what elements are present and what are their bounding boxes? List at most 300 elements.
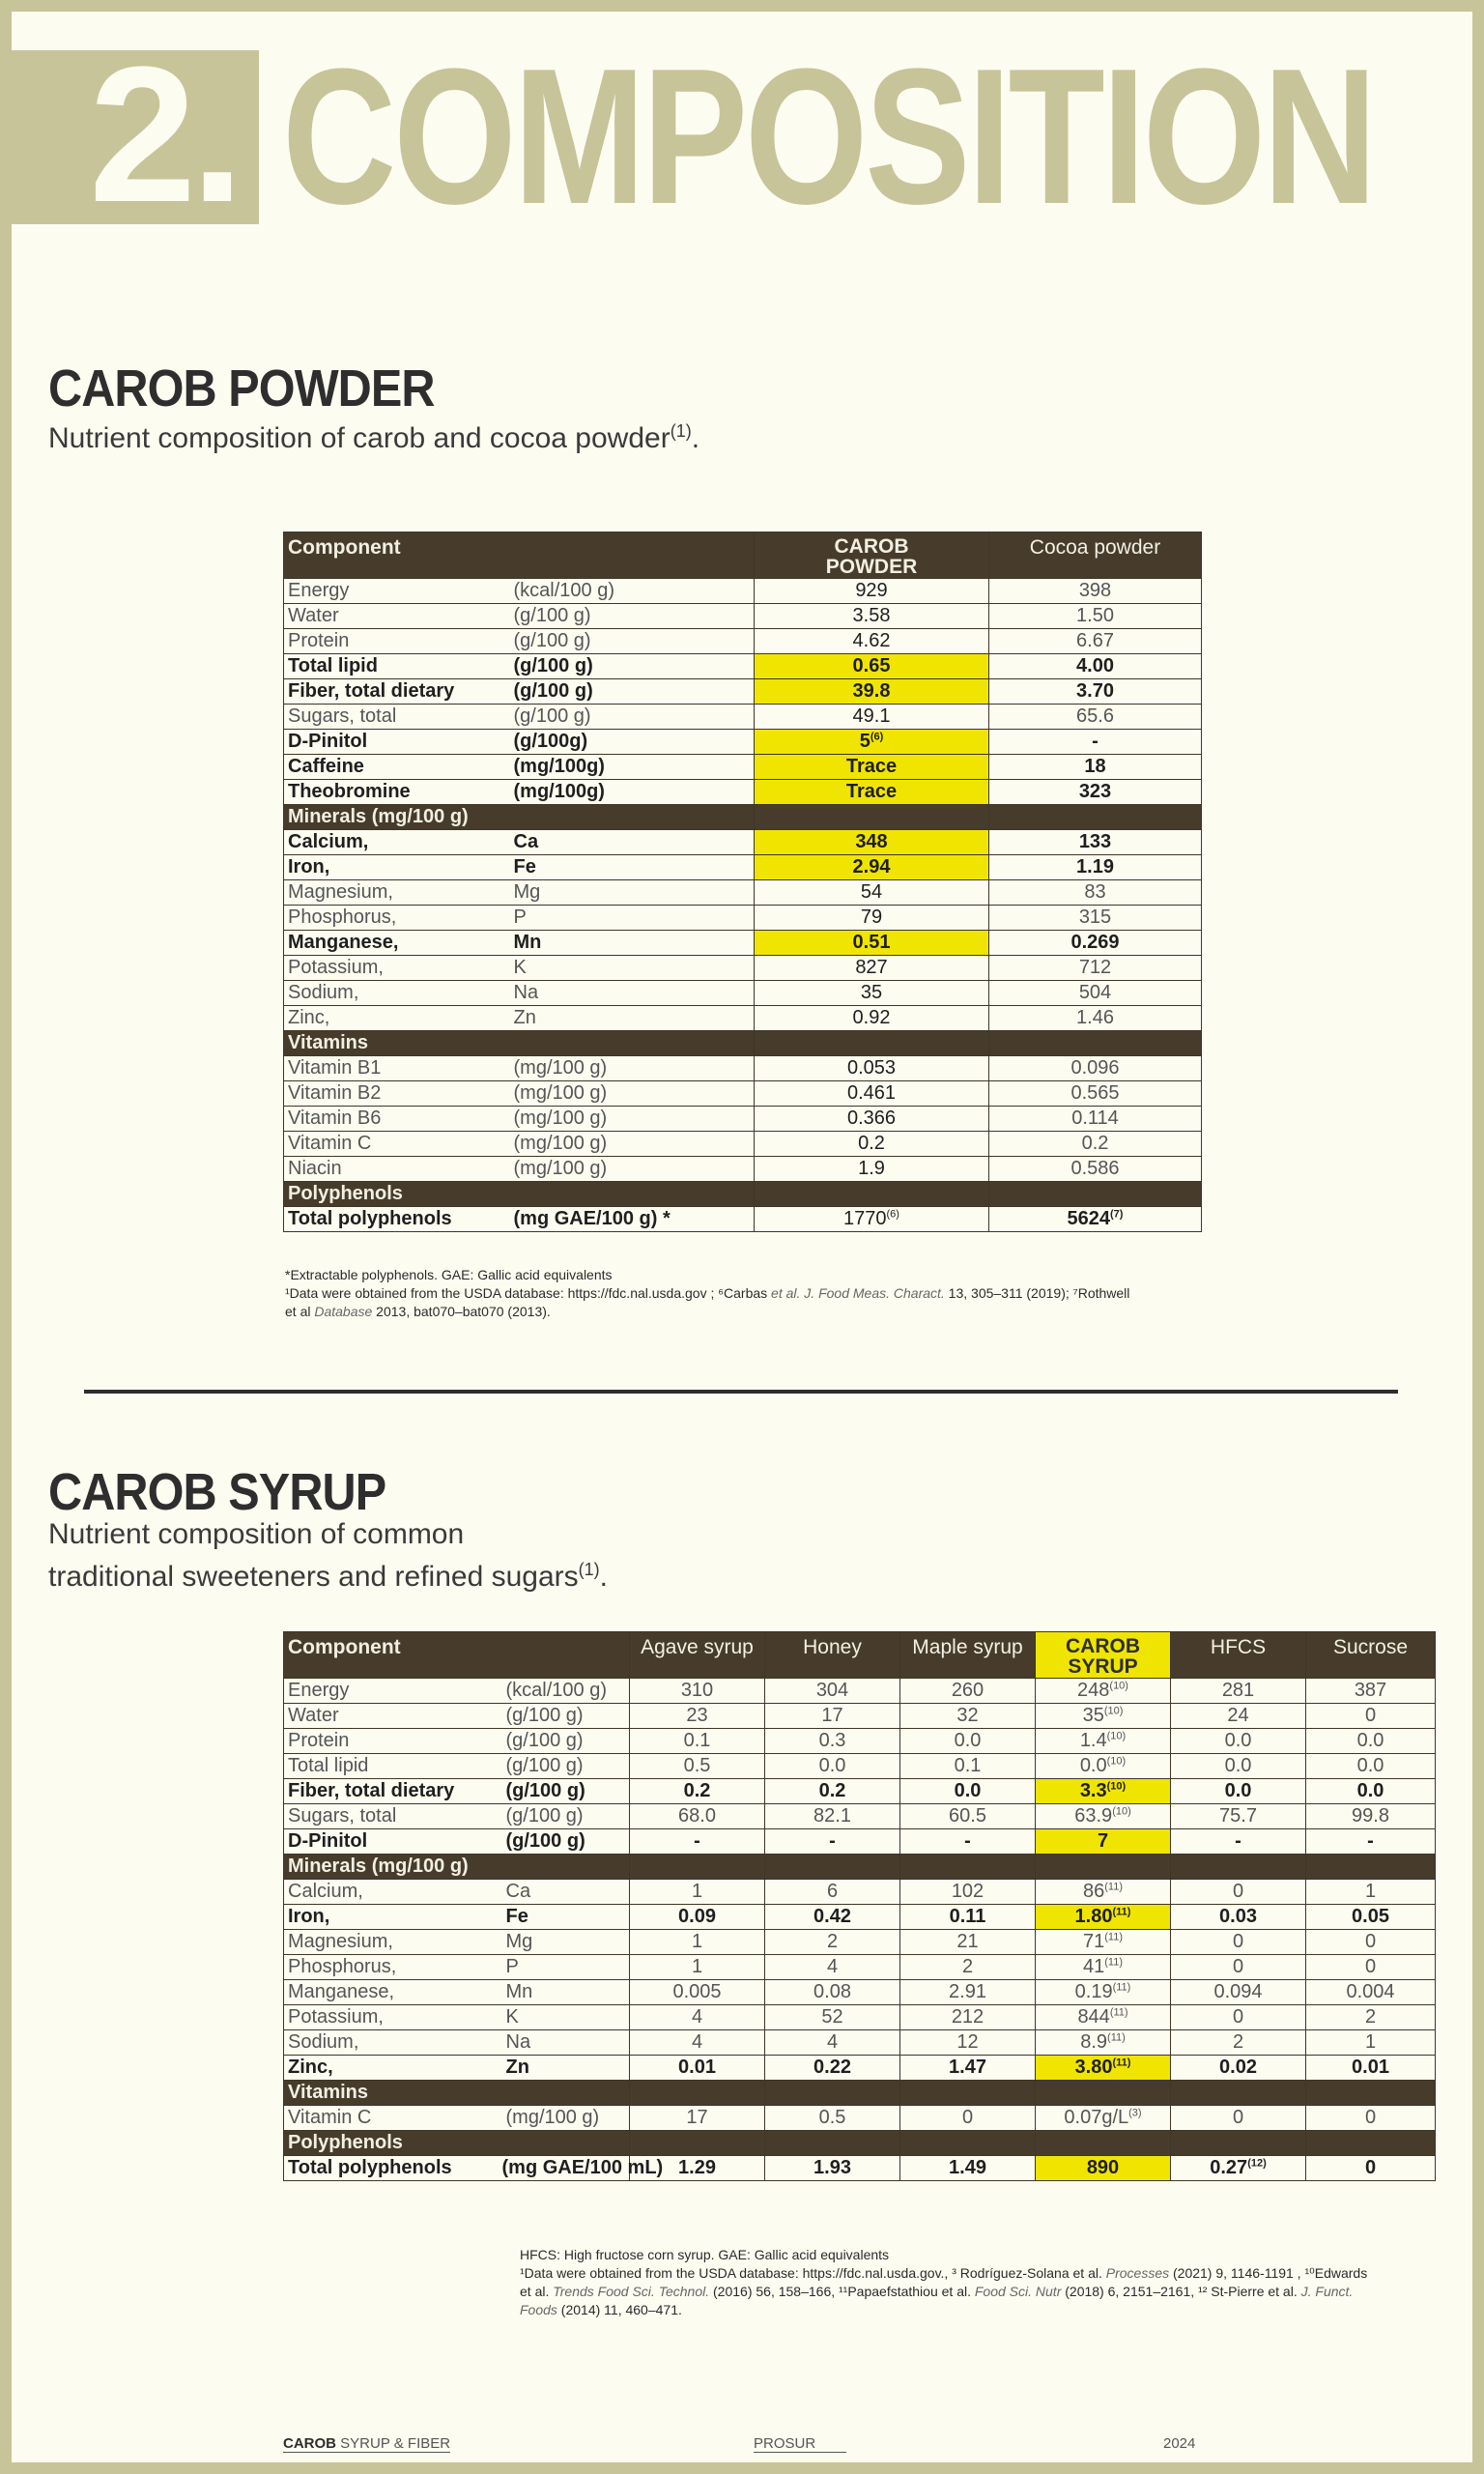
value-cell [1306, 2030, 1436, 2056]
value-cell [1036, 1679, 1171, 1704]
value-cell [1171, 1779, 1306, 1804]
row-unit: (g/100 g) [510, 654, 755, 679]
value-cell [900, 2156, 1036, 2181]
cocoa-value [989, 579, 1202, 604]
cell-value: 0 [1232, 2006, 1244, 2028]
value-cell [630, 2005, 765, 2030]
value-cell [1036, 2156, 1171, 2181]
cell-value: 0.1 [954, 1755, 982, 1776]
carob-value [755, 830, 989, 855]
row-unit: (mg GAE/100 g) * [510, 1207, 755, 1232]
carob-value [755, 604, 989, 629]
cell-ref: (10) [1106, 1730, 1127, 1742]
cell-value: 18 [1084, 756, 1106, 777]
row-name: Manganese, [284, 931, 510, 956]
value-cell [1171, 2030, 1306, 2056]
row-name: Iron, [284, 855, 510, 880]
row-name: Zinc, [284, 1006, 510, 1031]
value-cell [1171, 1955, 1306, 1980]
value-cell [900, 1804, 1036, 1829]
row-name: Vitamin B2 [284, 1081, 510, 1107]
value-cell [1306, 1729, 1436, 1754]
section-cell [1306, 2081, 1436, 2106]
value-cell [765, 1980, 900, 2005]
cell-value: 60.5 [949, 1805, 986, 1827]
row-name: Energy [284, 579, 510, 604]
row-unit: (kcal/100 g) [502, 1679, 630, 1704]
cell-value: 3.70 [1076, 680, 1114, 702]
cell-value: 0 [961, 2107, 974, 2128]
carob-powder-table [283, 532, 1202, 1232]
value-cell [900, 1779, 1036, 1804]
cell-value: 3.3 [1079, 1780, 1107, 1801]
carob-value [755, 981, 989, 1006]
cell-value: 0.08 [813, 1981, 851, 2002]
cell-value: 0.01 [678, 2057, 716, 2078]
cocoa-value [989, 1081, 1202, 1107]
value-cell [765, 2056, 900, 2081]
table-row [284, 1829, 1436, 1855]
page-frame [12, 12, 1472, 2462]
row-name: Niacin [284, 1157, 510, 1182]
value-cell [630, 1704, 765, 1729]
cell-ref: (11) [1104, 1956, 1123, 1969]
table-row [284, 1754, 1436, 1779]
cell-value: 0.11 [949, 1906, 986, 1927]
value-cell [765, 2106, 900, 2131]
carob-value [755, 780, 989, 805]
value-cell [1306, 1930, 1436, 1955]
row-unit: (g/100 g) [510, 705, 755, 730]
table-row [284, 654, 1202, 679]
cell-value: 0.07g/L [1064, 2107, 1129, 2128]
row-unit: (g/100 g) [502, 1779, 630, 1804]
header-spacer [510, 532, 755, 579]
row-unit: Na [510, 981, 755, 1006]
value-cell [1036, 2056, 1171, 2081]
row-unit: (g/100 g) [502, 1829, 630, 1855]
cell-value: 0.269 [1070, 932, 1120, 953]
row-unit: K [502, 2005, 630, 2030]
footer-year: 2024 [1163, 2435, 1196, 2452]
carob-value [755, 579, 989, 604]
cell-value: 315 [1078, 906, 1112, 928]
header-agave: Agave syrup [630, 1632, 765, 1679]
table-row [284, 1880, 1436, 1905]
value-cell [765, 1804, 900, 1829]
cell-ref: (11) [1112, 2057, 1131, 2069]
value-cell [765, 1955, 900, 1980]
section-cell [765, 1855, 900, 1880]
carob-value [755, 906, 989, 931]
value-cell [765, 1754, 900, 1779]
carob-value [755, 730, 989, 755]
cell-value: 0.1 [683, 1730, 711, 1751]
row-unit: P [502, 1955, 630, 1980]
cell-value: 0.0 [1224, 1755, 1252, 1776]
table-row [284, 755, 1202, 780]
row-name: Water [284, 604, 510, 629]
cocoa-value [989, 1056, 1202, 1081]
value-cell [630, 2056, 765, 2081]
value-cell [1171, 2106, 1306, 2131]
row-unit: (g/100g) [510, 730, 755, 755]
cell-value: 35 [1082, 1705, 1104, 1726]
cell-value: 0.5 [818, 2107, 846, 2128]
section-cell [765, 2081, 900, 2106]
cell-value: 4 [691, 2006, 703, 2028]
cell-value: 2 [1232, 2031, 1244, 2053]
value-cell [630, 2106, 765, 2131]
value-cell [1036, 2030, 1171, 2056]
cell-value: 387 [1354, 1680, 1387, 1701]
value-cell [765, 2005, 900, 2030]
value-cell [630, 2030, 765, 2056]
cell-value: 0.366 [846, 1108, 897, 1129]
cell-value: 304 [815, 1680, 849, 1701]
table-row [284, 1729, 1436, 1754]
table-row [284, 1779, 1436, 1804]
cell-value: 0.3 [818, 1730, 846, 1751]
table-row [284, 2030, 1436, 2056]
cell-value: 0.0 [1356, 1755, 1384, 1776]
row-name: Sodium, [284, 981, 510, 1006]
value-cell [1036, 1955, 1171, 1980]
value-cell [630, 1955, 765, 1980]
row-unit: (mg GAE/100 mL) [502, 2156, 630, 2181]
section-cell [755, 805, 989, 830]
value-cell [1171, 1679, 1306, 1704]
cell-value: 0.2 [683, 1780, 711, 1801]
carob-value [755, 855, 989, 880]
section-label: Minerals (mg/100 g) [284, 805, 755, 830]
section-label: Polyphenols [284, 1182, 755, 1207]
cell-value: 1 [1364, 2031, 1377, 2053]
value-cell [900, 2056, 1036, 2081]
value-cell [1306, 2106, 1436, 2131]
value-cell [765, 2156, 900, 2181]
section-row [284, 2081, 1436, 2106]
value-cell [900, 1930, 1036, 1955]
section-cell [755, 1182, 989, 1207]
table-row [284, 1157, 1202, 1182]
section-subtitle-syrup: Nutrient composition of common traditional sweeteners and refined sugars$^{(1)}$. [48, 1518, 609, 1593]
header-carob-powder: CAROB POWDER [755, 532, 989, 579]
cell-value: 65.6 [1076, 705, 1114, 727]
cell-value: - [694, 1830, 700, 1852]
value-cell [1306, 1955, 1436, 1980]
header-hfcs: HFCS [1171, 1632, 1306, 1679]
row-unit: Na [502, 2030, 630, 2056]
value-cell [1036, 1704, 1171, 1729]
value-cell [900, 1704, 1036, 1729]
section-label: Vitamins [284, 1031, 755, 1056]
cell-value: 827 [855, 957, 888, 978]
carob-value [755, 755, 989, 780]
cell-value: 5 [859, 731, 870, 752]
footer-brand: CAROB SYRUP & FIBER [283, 2435, 451, 2452]
cell-value: 86 [1083, 1881, 1105, 1902]
table-row [284, 730, 1202, 755]
cell-value: 0.094 [1213, 1981, 1263, 2002]
section-cell [1306, 2131, 1436, 2156]
row-unit: Mg [502, 1930, 630, 1955]
value-cell [1171, 2156, 1306, 2181]
table-row [284, 1132, 1202, 1157]
section-row [284, 2131, 1436, 2156]
cell-value: 0 [1364, 1931, 1377, 1952]
cocoa-value [989, 705, 1202, 730]
cell-value: 0.0 [954, 1730, 982, 1751]
cell-value: 2.91 [949, 1981, 986, 2002]
value-cell [900, 2106, 1036, 2131]
cocoa-value [989, 654, 1202, 679]
row-unit: (g/100 g) [502, 1754, 630, 1779]
cell-value: 398 [1078, 580, 1112, 601]
value-cell [765, 1829, 900, 1855]
cell-value: 1 [691, 1956, 703, 1977]
cell-value: 1.19 [1076, 856, 1114, 877]
value-cell [1036, 1980, 1171, 2005]
row-name: Zinc, [284, 2056, 502, 2081]
section-cell [1171, 2081, 1306, 2106]
table-row [284, 679, 1202, 705]
cell-value: 102 [951, 1881, 985, 1902]
cell-value: 248 [1077, 1680, 1110, 1701]
value-cell [1171, 1804, 1306, 1829]
cell-value: 0 [1232, 1881, 1244, 1902]
row-name: Total polyphenols [284, 1207, 510, 1232]
table-row [284, 931, 1202, 956]
cell-ref: (11) [1104, 1881, 1123, 1893]
section-title-powder: CAROB POWDER [48, 360, 435, 417]
cocoa-value [989, 730, 1202, 755]
carob-value [755, 1006, 989, 1031]
row-name: Magnesium, [284, 880, 510, 906]
cell-value: 17 [686, 2107, 708, 2128]
row-unit: Mg [510, 880, 755, 906]
row-unit: Mn [502, 1980, 630, 2005]
cell-value: 49.1 [852, 705, 891, 727]
cell-value: 2 [1364, 2006, 1377, 2028]
cell-value: 4 [691, 2031, 703, 2053]
cell-value: 0.22 [813, 2057, 851, 2078]
value-cell [1171, 1704, 1306, 1729]
section-label: Minerals (mg/100 g) [284, 1855, 630, 1880]
value-cell [765, 1704, 900, 1729]
row-name: Total lipid [284, 1754, 502, 1779]
row-unit: (mg/100g) [510, 780, 755, 805]
cell-value: 4 [826, 1956, 839, 1977]
cell-ref: (11) [1112, 1981, 1131, 1994]
cell-value: 24 [1227, 1705, 1249, 1726]
cell-value: 0 [1232, 2107, 1244, 2128]
row-name: Caffeine [284, 755, 510, 780]
carob-value [755, 1107, 989, 1132]
cell-value: 1.9 [858, 1158, 885, 1179]
cell-value: 0.005 [672, 1981, 722, 2002]
cell-value: 0.0 [1356, 1730, 1384, 1751]
row-name: Sodium, [284, 2030, 502, 2056]
cocoa-value [989, 880, 1202, 906]
cell-value: 0.586 [1070, 1158, 1120, 1179]
carob-value [755, 1081, 989, 1107]
cocoa-value [989, 1132, 1202, 1157]
cell-value: 844 [1077, 2006, 1110, 2028]
cell-value: 82.1 [813, 1805, 851, 1827]
cell-value: 0.05 [1352, 1906, 1389, 1927]
carob-value [755, 956, 989, 981]
cocoa-value [989, 1207, 1202, 1232]
row-unit: (mg/100 g) [510, 1081, 755, 1107]
cell-value: 348 [855, 831, 888, 852]
value-cell [900, 1829, 1036, 1855]
row-unit: (mg/100 g) [510, 1132, 755, 1157]
cell-value: 260 [951, 1680, 985, 1701]
cell-value: 323 [1078, 781, 1112, 802]
carob-syrup-table [283, 1631, 1436, 2181]
cell-value: 8.9 [1080, 2031, 1108, 2053]
cell-value: - [1367, 1830, 1374, 1852]
cell-value: 79 [860, 906, 883, 928]
cell-value: 1.29 [678, 2157, 716, 2178]
cocoa-value [989, 1107, 1202, 1132]
value-cell [1036, 1905, 1171, 1930]
value-cell [630, 1754, 765, 1779]
syrup-footnotes: HFCS: High fructose corn syrup. GAE: Gallic acid equivalents ¹Data were obtained from the USDA database: https://fdc.nal.usda.gov., ³ Rodríguez-Solana et al. Processes (2021) 9, 1146-1191 , ¹⁰Edwards et al. Trends Food Sci. Technol. (2016) 56, 158–166, ¹¹Papaefstathiou et al. Food Sci. Nutr (2018) 6, 2151–2161, ¹² St-Pierre et al. J. Funct. Foods (2014) 11, 460–471. [520, 2247, 1368, 2317]
row-unit: (g/100 g) [502, 1804, 630, 1829]
cell-value: 63.9 [1074, 1805, 1113, 1827]
cell-value: 52 [821, 2006, 843, 2028]
cell-value: 0.0 [1079, 1755, 1107, 1776]
table-row [284, 880, 1202, 906]
row-unit: Zn [510, 1006, 755, 1031]
row-name: Vitamin C [284, 1132, 510, 1157]
value-cell [1306, 2156, 1436, 2181]
section-cell [765, 2131, 900, 2156]
cell-ref: (10) [1106, 1755, 1127, 1768]
section-cell [989, 1182, 1202, 1207]
value-cell [1036, 2005, 1171, 2030]
table-row [284, 1056, 1202, 1081]
cell-value: 0.461 [846, 1082, 897, 1104]
value-cell [1306, 1804, 1436, 1829]
cell-value: 39.8 [852, 680, 891, 702]
value-cell [630, 1829, 765, 1855]
carob-value [755, 880, 989, 906]
value-cell [900, 1980, 1036, 2005]
table-row [284, 1955, 1436, 1980]
value-cell [900, 1955, 1036, 1980]
carob-value [755, 629, 989, 654]
section-cell [1171, 2131, 1306, 2156]
cocoa-value [989, 755, 1202, 780]
cell-value: 310 [680, 1680, 714, 1701]
cell-value: 0.5 [683, 1755, 711, 1776]
section-cell [900, 1855, 1036, 1880]
value-cell [630, 1880, 765, 1905]
row-unit: (g/100 g) [510, 629, 755, 654]
table-row [284, 780, 1202, 805]
table-header-row [284, 1632, 1436, 1679]
value-cell [1036, 1829, 1171, 1855]
row-unit: P [510, 906, 755, 931]
carob-value [755, 705, 989, 730]
cell-value: 929 [855, 580, 888, 601]
table-row [284, 2056, 1436, 2081]
cell-value: 0.2 [858, 1133, 885, 1154]
row-name: Vitamin C [284, 2106, 502, 2131]
row-name: Vitamin B6 [284, 1107, 510, 1132]
cell-value: 1.93 [813, 2157, 851, 2178]
cell-value: 6.67 [1076, 630, 1114, 651]
cell-value: 4 [826, 2031, 839, 2053]
section-cell [989, 1031, 1202, 1056]
cell-value: 2 [826, 1931, 839, 1952]
cell-value: - [964, 1830, 971, 1852]
table-row [284, 1679, 1436, 1704]
cocoa-value [989, 906, 1202, 931]
row-unit: Zn [502, 2056, 630, 2081]
value-cell [1306, 1704, 1436, 1729]
section-cell [630, 2081, 765, 2106]
cell-value: 0.0 [1224, 1730, 1252, 1751]
cell-value: 6 [826, 1881, 839, 1902]
cell-value: 0.0 [818, 1755, 846, 1776]
table-row [284, 579, 1202, 604]
cocoa-value [989, 1157, 1202, 1182]
cell-value: 712 [1078, 957, 1112, 978]
table-row [284, 1207, 1202, 1232]
cocoa-value [989, 679, 1202, 705]
cell-value: 0.02 [1219, 2057, 1257, 2078]
cell-value: 0.096 [1070, 1057, 1120, 1079]
cell-value: 1 [1364, 1881, 1377, 1902]
cell-value: 0 [1232, 1956, 1244, 1977]
cell-value: 1.50 [1076, 605, 1114, 626]
value-cell [630, 1905, 765, 1930]
value-cell [1306, 1779, 1436, 1804]
row-unit: (mg/100 g) [510, 1157, 755, 1182]
table-header-row [284, 532, 1202, 579]
value-cell [1036, 1779, 1171, 1804]
cell-ref: (6) [870, 731, 884, 743]
table-row [284, 1980, 1436, 2005]
table-row [284, 981, 1202, 1006]
cell-value: 281 [1221, 1680, 1255, 1701]
carob-value [755, 1132, 989, 1157]
cell-value: 5624 [1067, 1208, 1111, 1229]
value-cell [1171, 1980, 1306, 2005]
table-row [284, 1905, 1436, 1930]
cell-value: 71 [1083, 1931, 1105, 1952]
value-cell [765, 1679, 900, 1704]
table-row [284, 705, 1202, 730]
cell-value: 504 [1078, 982, 1112, 1003]
header-maple: Maple syrup [900, 1632, 1036, 1679]
carob-value [755, 679, 989, 705]
value-cell [900, 1880, 1036, 1905]
cell-ref: (11) [1109, 2006, 1128, 2019]
cell-value: 1.80 [1074, 1906, 1113, 1927]
row-unit: Mn [510, 931, 755, 956]
cell-value: 0.27 [1210, 2157, 1248, 2178]
cell-value: 0.114 [1071, 1108, 1119, 1129]
cocoa-value [989, 1006, 1202, 1031]
cell-ref: (10) [1106, 1780, 1127, 1793]
row-name: Potassium, [284, 2005, 502, 2030]
cell-value: 0.09 [678, 1906, 716, 1927]
